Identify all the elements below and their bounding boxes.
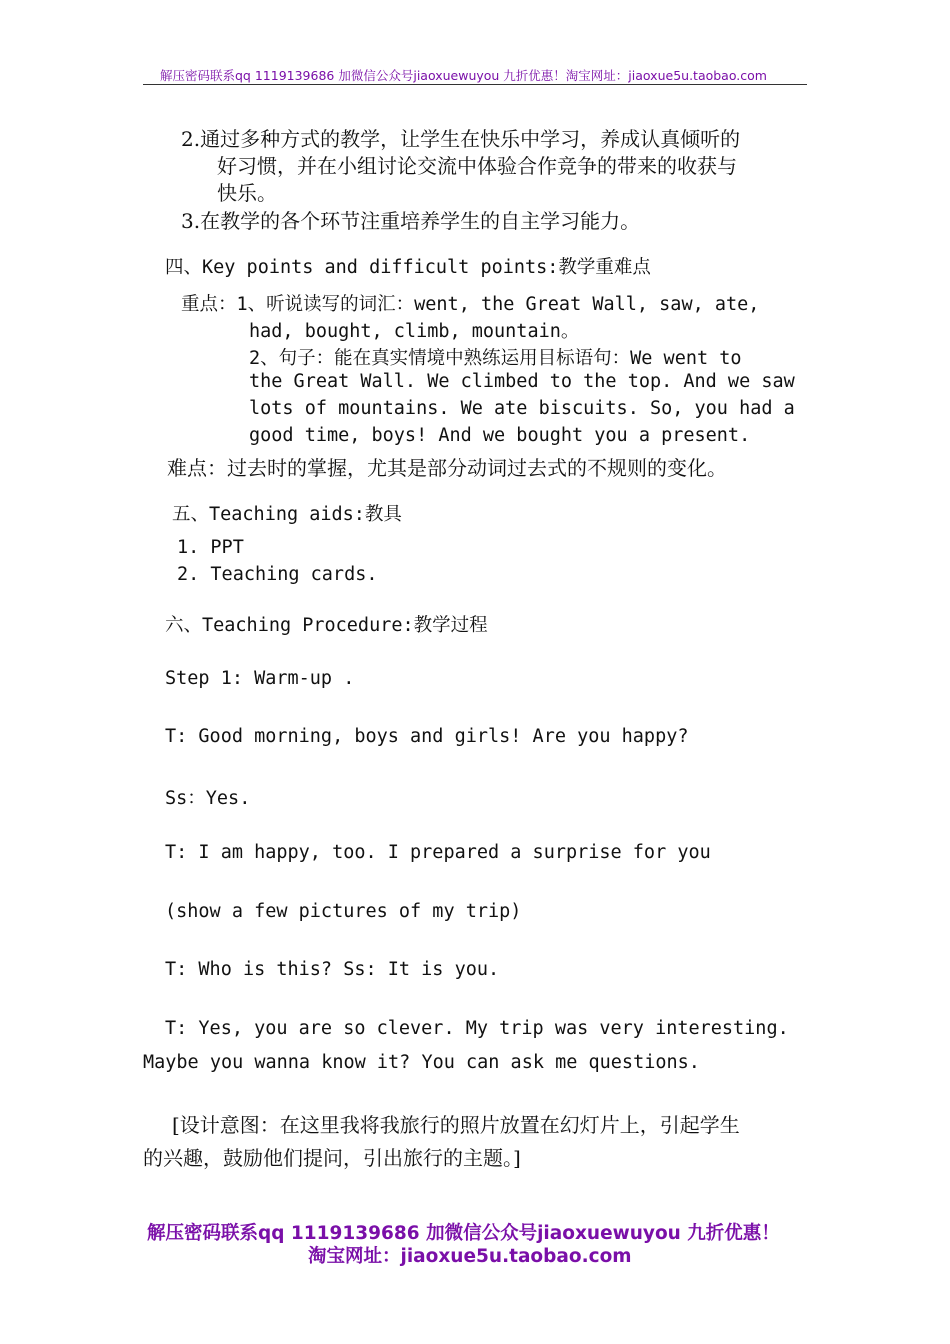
aid-item-1: 1. PPT: [177, 537, 244, 558]
objective-2-line-3: 快乐。: [217, 181, 277, 205]
objective-3: 3.在教学的各个环节注重培养学生的自主学习能力。: [181, 209, 641, 233]
footer-watermark-line-2: 淘宝网址：jiaoxue5u.taobao.com: [308, 1246, 632, 1267]
focus-vocab-line-2: had, bought, climb, mountain。: [249, 321, 580, 342]
objective-2-line-1: 2.通过多种方式的教学，让学生在快乐中学习，养成认真倾听的: [181, 127, 741, 151]
focus-sentences-line-2: the Great Wall. We climbed to the top. And we saw: [249, 371, 795, 392]
key-points-heading: 四、Key points and difficult points:教学重难点: [165, 257, 651, 278]
dialogue-line-3: T: I am happy, too. I prepared a surprise for you: [165, 842, 711, 863]
difficult-point: 难点：过去时的掌握，尤其是部分动词过去式的不规则的变化。: [167, 456, 727, 480]
aid-item-2: 2. Teaching cards.: [177, 564, 378, 585]
procedure-heading: 六、Teaching Procedure:教学过程: [165, 615, 488, 636]
focus-sentences-line-1: 2、句子：能在真实情境中熟练运用目标语句：We went to: [249, 348, 742, 369]
focus-sentences-line-3: lots of mountains. We ate biscuits. So, you had a: [249, 398, 795, 419]
design-intent-line-2: 的兴趣，鼓励他们提问，引出旅行的主题。]: [143, 1146, 521, 1170]
dialogue-line-6a: T: Yes, you are so clever. My trip was very interesting.: [165, 1018, 789, 1039]
focus-sentences-line-4: good time, boys! And we bought you a present.: [249, 425, 751, 446]
footer-watermark-line-1: 解压密码联系qq 1119139686 加微信公众号jiaoxuewuyou 九折优惠！: [147, 1223, 780, 1244]
dialogue-line-6b: Maybe you wanna know it? You can ask me questions.: [143, 1052, 700, 1073]
dialogue-line-5: T: Who is this? Ss: It is you.: [165, 959, 500, 980]
dialogue-line-1: T: Good morning, boys and girls! Are you happy?: [165, 726, 689, 747]
design-intent-line-1: [设计意图：在这里我将我旅行的照片放置在幻灯片上，引起学生: [172, 1113, 740, 1137]
objective-2-line-2: 好习惯，并在小组讨论交流中体验合作竞争的带来的收获与: [217, 154, 737, 178]
dialogue-line-2: Ss：Yes.: [165, 788, 251, 809]
focus-vocab-line-1: 重点：1、听说读写的词汇：went, the Great Wall, saw, ate,: [181, 294, 760, 315]
teaching-aids-heading: 五、Teaching aids:教具: [172, 504, 402, 525]
header-divider: [143, 84, 807, 85]
dialogue-line-4: (show a few pictures of my trip): [165, 901, 522, 922]
step-1-heading: Step 1: Warm-up .: [165, 668, 355, 689]
header-watermark: 解压密码联系qq 1119139686 加微信公众号jiaoxuewuyou 九折优惠！淘宝网址：jiaoxue5u.taobao.com: [160, 68, 767, 83]
